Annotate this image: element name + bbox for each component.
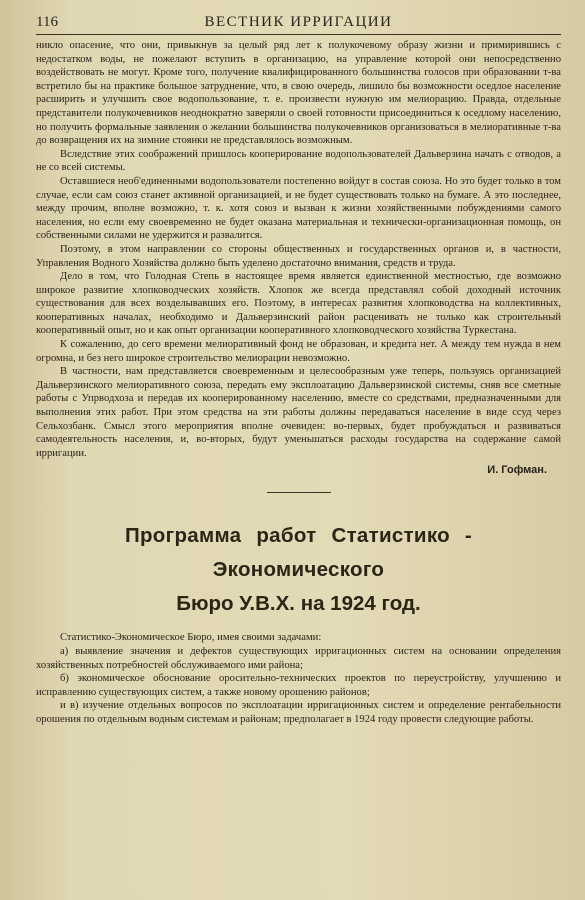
program-title bbox=[36, 519, 561, 621]
article-paragraph: Оставшиеся необ'единенными водопользователи постепенно войдут в состав союза. Но это будет только в том случае, если сам союз станет активной организацией, и не будет существовать только на бумаге. А это последнее, между прочим, вполне возможно, т. к. хотя союз и вызван к жизни хозяйственными побуждениями самого населения, но если ему своевременно не будет оказана материальная и технически-организационная помощь, он собственными силами не удержится и развалится. bbox=[36, 175, 561, 242]
article-paragraph: В частности, нам представляется своевременным и целесообразным уже теперь, пользуясь организацией Дальверзинского мелиоративного союза, передать ему эксплоатацию Дальверзинской системы, сняв все сметные работы с Упрводхоза и передав их кооперированному населению, вместе со средствами, предназначенными для выполнения этих работ. При этом средства на эти работы должны передаваться население в виде ссуд через Сельхозбанк. Смысл этого мероприятия вполне очевиден: во-первых, будет пробуждаться и развиваться самодеятельность населения, и, во-вторых, будут уменьшаться расходы государства на содержание самой ирригации. bbox=[36, 366, 561, 459]
page-header bbox=[36, 14, 561, 35]
page-number: 116 bbox=[36, 14, 58, 30]
program-title-line-2: Бюро У.В.Х. на 1924 год. bbox=[176, 592, 421, 616]
journal-title: ВЕСТНИК ИРРИГАЦИИ bbox=[204, 14, 393, 30]
author-signature: И. Гофман. bbox=[487, 464, 547, 477]
article-paragraph: К сожалению, до сего времени мелиоративный фонд не образован, и кредита нет. А между тем нужда в нем огромна, и без него широкое строительство мелиорации невозможно. bbox=[36, 339, 561, 364]
article-paragraph: Поэтому, в этом направлении со стороны общественных и государственных органов и, в частности, Управления Водного Хозяйства должно быть уделено достаточно внимания, средств и труда. bbox=[36, 243, 561, 269]
article-paragraph: никло опасение, что они, привыкнув за целый ряд лет к полукочевому образу жизни и примирившись с недостатком воды, не пожелают вступить в организацию, на управление которой они непосредственно воздействовать не могут. Кроме того, получение квалифицированного большинства голосов при образовании т-ва встретило бы на практике большое затруднение, что, в свою очередь, лишило бы возможности оседлое население расширить и улучшить свое водопользование, т. е. произвести нужную им мелиорацию. Правда, отдельные представители полукочевников неоднократно заверяли о своей готовности присоединиться к оседлому населению, но получить формальные заявления о желании большинства полукочевников организоваться в мелиоративные т-ва до возвращения их на зимние стоянки не представлялось возможным. bbox=[36, 40, 561, 147]
program-item: а) выявление значения и дефектов существующих ирригационных систем на основании определения хозяйственных потребностей обслуживаемого ими района; bbox=[36, 646, 561, 671]
program-body bbox=[36, 631, 561, 726]
article-paragraph: Вследствие этих соображений пришлось кооперирование водопользователей Дальверзина начать с отводов, а не со всей системы. bbox=[36, 148, 561, 174]
program-item: б) экономическое обоснование оросительно-технических проектов по переустройству, улучшению и исправлению существующих систем, а также новому орошению районов; bbox=[36, 673, 561, 698]
article-paragraph: Дело в том, что Голодная Степь в настоящее время является единственной местностью, где возможно широкое развитие хлопководческих хозяйств. Хлопок же всегда представлял собой доходный источник существования для всех возделывавших его. Поэтому, в интересах развития хлопководства на коллективных, кооперативных началах, необходимо и Дальверзинский район расценивать не только как строительный кооперативный опыт, но и как опыт организации кооперативного хлопководческого хозяйства Туркестана. bbox=[36, 271, 561, 337]
article-body bbox=[36, 39, 561, 460]
program-item: и в) изучение отдельных вопросов по эксплоатации ирригационных систем и определение рентабельности орошения по отдельным водным системам и районам; предполагает в 1924 году провести следующие работы. bbox=[36, 700, 561, 725]
program-intro: Статистико-Экономическое Бюро, имея своими задачами: bbox=[60, 632, 322, 644]
section-divider bbox=[267, 492, 331, 493]
program-title-line-1: Программа работ Статистико - Экономического bbox=[124, 524, 473, 582]
